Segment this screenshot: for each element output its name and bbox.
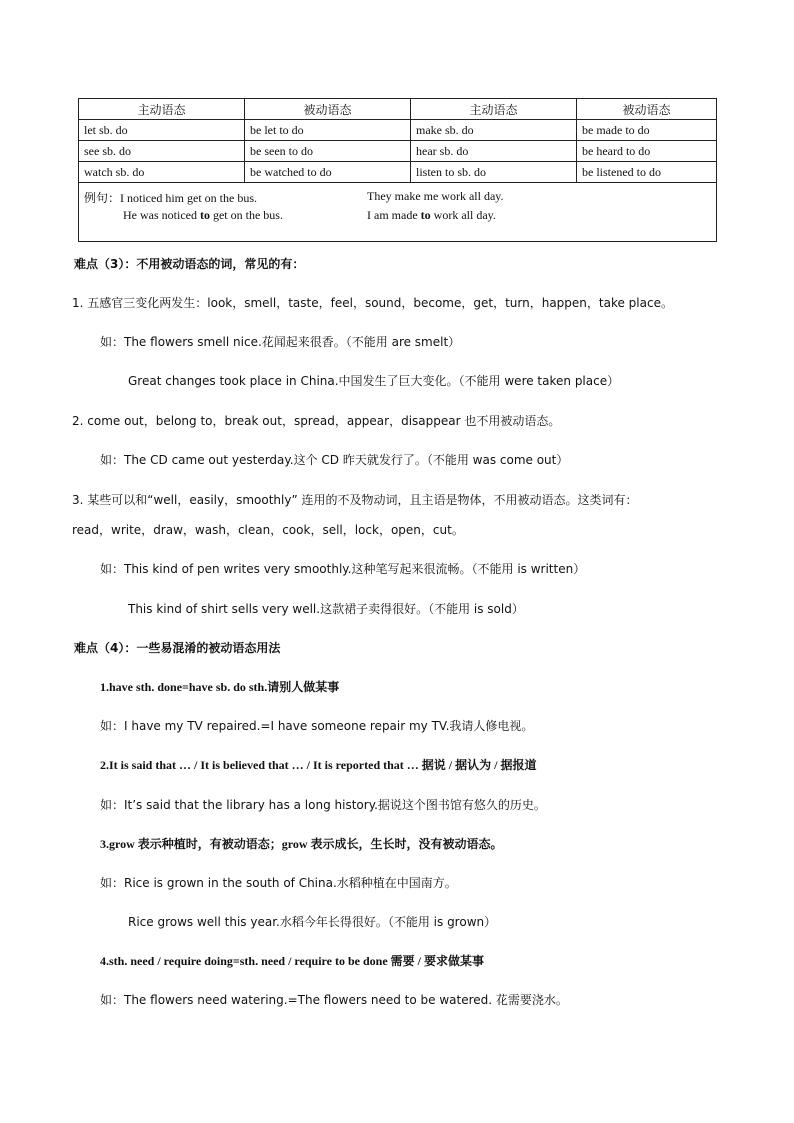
- examples-row: [79, 183, 717, 242]
- usage-item-3: 3.grow 表示种植时，有被动语态；grow 表示成长，生长时，没有被动语态。: [100, 837, 503, 851]
- rule-item-1: 1. 五感官三变化两发生：look，smell，taste，feel，sound，become，get，turn，happen，take place。: [72, 296, 673, 310]
- table-header-row: [79, 99, 717, 120]
- table-cell: be heard to do: [577, 141, 717, 162]
- example-line: 如：This kind of pen writes very smoothly.这种笔写起来很流畅。（不能用 is written）: [100, 562, 586, 576]
- example-sentence: He was noticed to get on the bus.: [123, 208, 283, 222]
- example-line: 如：I have my TV repaired.=I have someone repair my TV.我请人修电视。: [100, 719, 534, 733]
- table-cell: be listened to do: [577, 162, 717, 183]
- header-passive-1: 被动语态: [245, 99, 411, 120]
- header-active-1: 主动语态: [79, 99, 245, 120]
- example-sentence: I noticed him get on the bus.: [120, 191, 257, 205]
- usage-item-2: 2.It is said that … / It is believed that … / It is reported that … 据说 / 据认为 / 据报道: [100, 758, 537, 772]
- rule-item-2: 2. come out，belong to，break out，spread，appear，disappear 也不用被动语态。: [72, 414, 561, 428]
- table-row: [79, 120, 717, 141]
- example-sentence: I am made to work all day.: [367, 208, 496, 222]
- table-cell: see sb. do: [79, 141, 245, 162]
- example-label: 例句：: [84, 191, 121, 205]
- example-line: 如：The CD came out yesterday.这个 CD 昨天就发行了。（不能用 was come out）: [100, 453, 569, 467]
- header-active-2: 主动语态: [411, 99, 577, 120]
- table-cell: let sb. do: [79, 120, 245, 141]
- table-cell: be seen to do: [245, 141, 411, 162]
- example-line-1: [84, 189, 711, 208]
- example-line: This kind of shirt sells very well.这款裙子卖得很好。（不能用 is sold）: [128, 602, 524, 616]
- table-row: [79, 141, 717, 162]
- example-line: Great changes took place in China.中国发生了巨大变化。（不能用 were taken place）: [128, 374, 620, 388]
- example-line: 如：Rice is grown in the south of China.水稻种植在中国南方。: [100, 876, 457, 890]
- table-cell: be watched to do: [245, 162, 411, 183]
- usage-item-1: 1.have sth. done=have sb. do sth.请别人做某事: [100, 680, 340, 694]
- table-cell: watch sb. do: [79, 162, 245, 183]
- rule-item-3-words: read，write，draw，wash，clean，cook，sell，lock，open，cut。: [72, 523, 464, 537]
- example-line: 如：It’s said that the library has a long history.据说这个图书馆有悠久的历史。: [100, 798, 546, 812]
- example-sentence: They make me work all day.: [367, 189, 504, 203]
- example-line-2: [84, 208, 711, 227]
- section-heading-3: 难点（3）：不用被动语态的词，常见的有：: [74, 257, 305, 271]
- voice-comparison-table: [78, 98, 717, 242]
- header-passive-2: 被动语态: [577, 99, 717, 120]
- usage-item-4: 4.sth. need / require doing=sth. need / require to be done 需要 / 要求做某事: [100, 954, 484, 968]
- example-line: 如：The flowers smell nice.花闻起来很香。（不能用 are smelt）: [100, 335, 461, 349]
- table-cell: listen to sb. do: [411, 162, 577, 183]
- example-line: 如：The flowers need watering.=The flowers need to be watered. 花需要浇水。: [100, 993, 568, 1007]
- example-line: Rice grows well this year.水稻今年长得很好。（不能用 is grown）: [128, 915, 497, 929]
- examples-cell: [79, 183, 717, 242]
- rule-item-3: 3. 某些可以和“well，easily，smoothly” 连用的不及物动词，且主语是物体，不用被动语态。这类词有：: [72, 493, 638, 507]
- table-cell: be let to do: [245, 120, 411, 141]
- table-cell: make sb. do: [411, 120, 577, 141]
- table-cell: hear sb. do: [411, 141, 577, 162]
- table-cell: be made to do: [577, 120, 717, 141]
- section-heading-4: 难点（4）：一些易混淆的被动语态用法: [74, 641, 281, 655]
- table-row: [79, 162, 717, 183]
